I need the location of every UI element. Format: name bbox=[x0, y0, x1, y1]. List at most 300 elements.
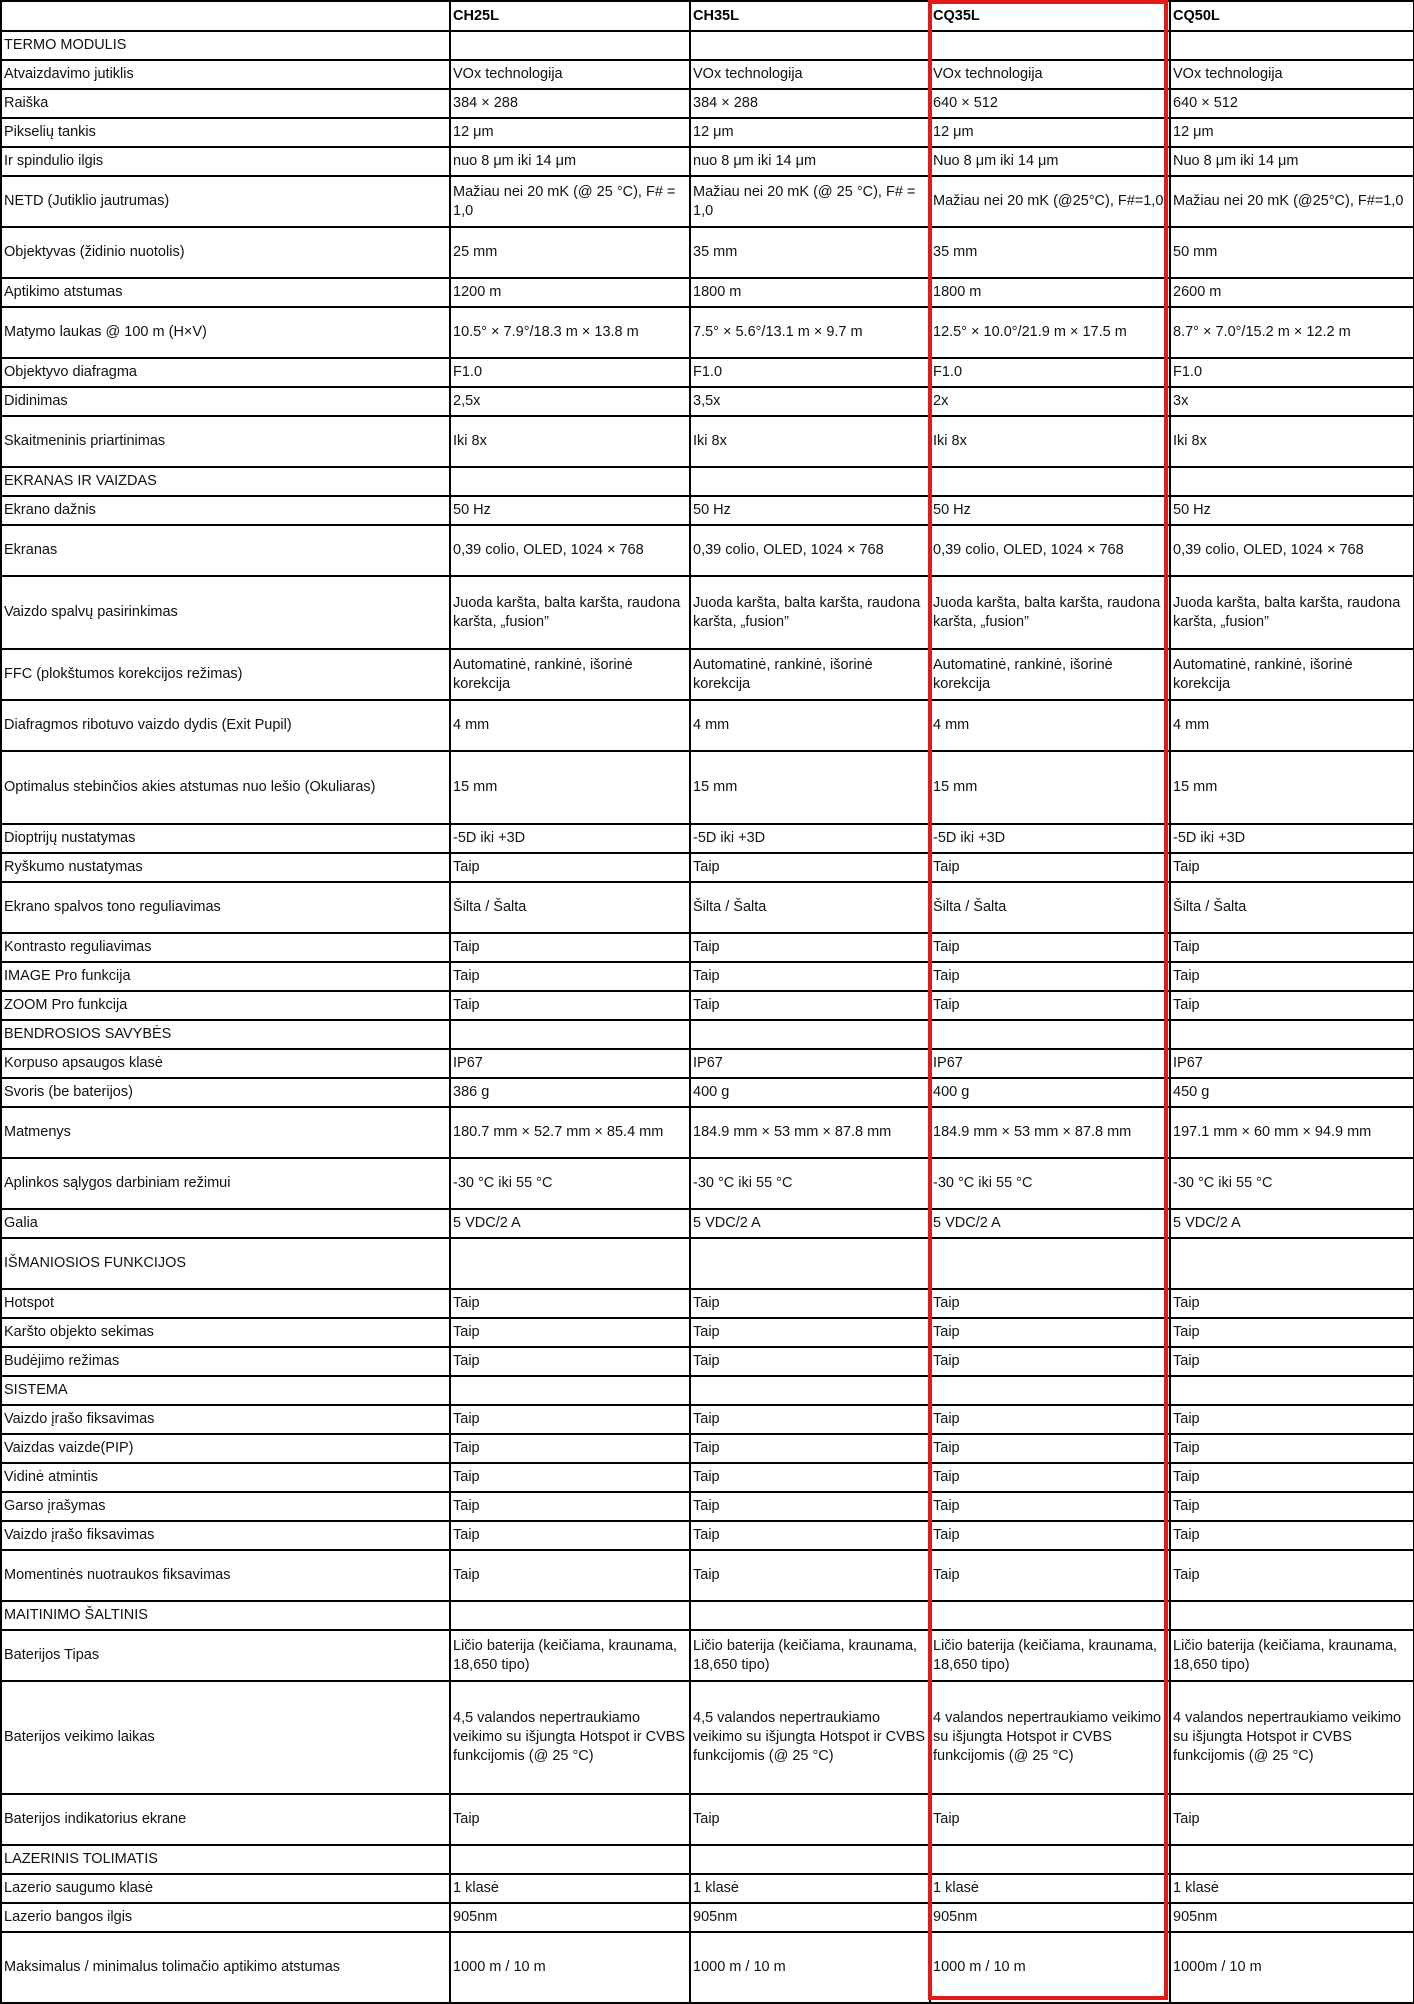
spec-value: 905nm bbox=[690, 1903, 930, 1932]
spec-value: 184.9 mm × 53 mm × 87.8 mm bbox=[930, 1107, 1170, 1158]
spec-value: Taip bbox=[690, 1318, 930, 1347]
spec-value bbox=[690, 1238, 930, 1289]
spec-value: Taip bbox=[930, 853, 1170, 882]
spec-value: Taip bbox=[930, 991, 1170, 1020]
spec-value: 400 g bbox=[690, 1078, 930, 1107]
spec-value: 4 mm bbox=[690, 700, 930, 751]
spec-value: 5 VDC/2 A bbox=[1170, 1209, 1414, 1238]
spec-label: Budėjimo režimas bbox=[1, 1347, 450, 1376]
table-row bbox=[1, 278, 1414, 307]
spec-value: 12 μm bbox=[450, 118, 690, 147]
spec-value: 4 valandos nepertraukiamo veikimo su išjungta Hotspot ir CVBS funkcijomis (@ 25 °C) bbox=[930, 1681, 1170, 1794]
spec-value: Taip bbox=[1170, 991, 1414, 1020]
spec-value: Taip bbox=[930, 1405, 1170, 1434]
spec-label: Hotspot bbox=[1, 1289, 450, 1318]
spec-value: 4 mm bbox=[930, 700, 1170, 751]
spec-value: Taip bbox=[450, 1492, 690, 1521]
spec-value: 35 mm bbox=[930, 227, 1170, 278]
spec-value: 1 klasė bbox=[450, 1874, 690, 1903]
spec-label: Lazerio saugumo klasė bbox=[1, 1874, 450, 1903]
table-row bbox=[1, 307, 1414, 358]
spec-value: 50 Hz bbox=[690, 496, 930, 525]
spec-value: Juoda karšta, balta karšta, raudona karšta, „fusion” bbox=[690, 576, 930, 649]
spec-value: -30 °C iki 55 °C bbox=[930, 1158, 1170, 1209]
spec-label: Vaizdo spalvų pasirinkimas bbox=[1, 576, 450, 649]
spec-value: Taip bbox=[450, 1405, 690, 1434]
spec-value: 25 mm bbox=[450, 227, 690, 278]
spec-value: 1800 m bbox=[690, 278, 930, 307]
spec-value bbox=[450, 31, 690, 60]
spec-value: nuo 8 μm iki 14 μm bbox=[690, 147, 930, 176]
spec-value: 905nm bbox=[930, 1903, 1170, 1932]
section-header-row bbox=[1, 1238, 1414, 1289]
table-row bbox=[1, 1550, 1414, 1601]
spec-value bbox=[1170, 1238, 1414, 1289]
spec-value: IP67 bbox=[930, 1049, 1170, 1078]
spec-label: Objektyvas (židinio nuotolis) bbox=[1, 227, 450, 278]
spec-value: Taip bbox=[690, 1521, 930, 1550]
spec-value: Iki 8x bbox=[930, 416, 1170, 467]
table-row bbox=[1, 89, 1414, 118]
table-row bbox=[1, 1794, 1414, 1845]
spec-label: Raiška bbox=[1, 89, 450, 118]
spec-value: 0,39 colio, OLED, 1024 × 768 bbox=[930, 525, 1170, 576]
spec-value: VOx technologija bbox=[690, 60, 930, 89]
spec-value: 1 klasė bbox=[1170, 1874, 1414, 1903]
spec-value: 8.7° × 7.0°/15.2 m × 12.2 m bbox=[1170, 307, 1414, 358]
spec-value: 0,39 colio, OLED, 1024 × 768 bbox=[1170, 525, 1414, 576]
spec-value bbox=[450, 1601, 690, 1630]
spec-label: ZOOM Pro funkcija bbox=[1, 991, 450, 1020]
table-row bbox=[1, 649, 1414, 700]
section-title: IŠMANIOSIOS FUNKCIJOS bbox=[1, 1238, 450, 1289]
spec-value: Taip bbox=[450, 1318, 690, 1347]
spec-value bbox=[690, 31, 930, 60]
spec-label: Atvaizdavimo jutiklis bbox=[1, 60, 450, 89]
table-row bbox=[1, 1107, 1414, 1158]
spec-value: Taip bbox=[930, 1550, 1170, 1601]
spec-label: Aplinkos sąlygos darbiniam režimui bbox=[1, 1158, 450, 1209]
spec-label: Garso įrašymas bbox=[1, 1492, 450, 1521]
spec-value: VOx technologija bbox=[930, 60, 1170, 89]
spec-value: 7.5° × 5.6°/13.1 m × 9.7 m bbox=[690, 307, 930, 358]
spec-value: 640 × 512 bbox=[1170, 89, 1414, 118]
table-row bbox=[1, 525, 1414, 576]
spec-value: VOx technologija bbox=[450, 60, 690, 89]
spec-value: Automatinė, rankinė, išorinė korekcija bbox=[690, 649, 930, 700]
spec-value: 50 Hz bbox=[930, 496, 1170, 525]
section-title: SISTEMA bbox=[1, 1376, 450, 1405]
spec-value: Automatinė, rankinė, išorinė korekcija bbox=[930, 649, 1170, 700]
section-title: BENDROSIOS SAVYBĖS bbox=[1, 1020, 450, 1049]
spec-value bbox=[450, 1376, 690, 1405]
spec-value: Taip bbox=[1170, 1347, 1414, 1376]
spec-label: Galia bbox=[1, 1209, 450, 1238]
spec-value: Taip bbox=[930, 1347, 1170, 1376]
header-row bbox=[1, 1, 1414, 31]
spec-value: Taip bbox=[1170, 1289, 1414, 1318]
table-row bbox=[1, 1405, 1414, 1434]
spec-label: Ekranas bbox=[1, 525, 450, 576]
spec-value bbox=[930, 467, 1170, 496]
spec-value: Taip bbox=[450, 1550, 690, 1601]
spec-value: 15 mm bbox=[450, 751, 690, 824]
spec-value: 1 klasė bbox=[690, 1874, 930, 1903]
spec-label: Ryškumo nustatymas bbox=[1, 853, 450, 882]
table-row bbox=[1, 824, 1414, 853]
spec-value: 3,5x bbox=[690, 387, 930, 416]
spec-value: 15 mm bbox=[690, 751, 930, 824]
table-row bbox=[1, 700, 1414, 751]
spec-value: Automatinė, rankinė, išorinė korekcija bbox=[450, 649, 690, 700]
spec-value bbox=[1170, 1845, 1414, 1874]
spec-value: 905nm bbox=[1170, 1903, 1414, 1932]
spec-label: NETD (Jutiklio jautrumas) bbox=[1, 176, 450, 227]
spec-value: Taip bbox=[1170, 1318, 1414, 1347]
section-header-row bbox=[1, 31, 1414, 60]
spec-value: 4 mm bbox=[450, 700, 690, 751]
spec-value: Juoda karšta, balta karšta, raudona karšta, „fusion” bbox=[1170, 576, 1414, 649]
spec-value: 180.7 mm × 52.7 mm × 85.4 mm bbox=[450, 1107, 690, 1158]
spec-value: Taip bbox=[930, 1521, 1170, 1550]
table-row bbox=[1, 933, 1414, 962]
table-row bbox=[1, 1289, 1414, 1318]
spec-value: 1 klasė bbox=[930, 1874, 1170, 1903]
spec-label: Baterijos Tipas bbox=[1, 1630, 450, 1681]
table-row bbox=[1, 1681, 1414, 1794]
spec-value: Taip bbox=[930, 962, 1170, 991]
spec-value: 35 mm bbox=[690, 227, 930, 278]
spec-value bbox=[450, 1238, 690, 1289]
spec-label: Kontrasto reguliavimas bbox=[1, 933, 450, 962]
section-title: TERMO MODULIS bbox=[1, 31, 450, 60]
spec-value: Mažiau nei 20 mK (@ 25 °C), F# = 1,0 bbox=[450, 176, 690, 227]
spec-value: 12 μm bbox=[1170, 118, 1414, 147]
spec-value: Šilta / Šalta bbox=[690, 882, 930, 933]
spec-value bbox=[450, 467, 690, 496]
spec-value: Iki 8x bbox=[1170, 416, 1414, 467]
spec-value: 1000 m / 10 m bbox=[930, 1932, 1170, 2003]
section-header-row bbox=[1, 1601, 1414, 1630]
spec-label: Objektyvo diafragma bbox=[1, 358, 450, 387]
spec-label: Vaizdas vaizde(PIP) bbox=[1, 1434, 450, 1463]
spec-value: 2600 m bbox=[1170, 278, 1414, 307]
spec-value: Iki 8x bbox=[690, 416, 930, 467]
spec-value bbox=[690, 467, 930, 496]
spec-value bbox=[1170, 1020, 1414, 1049]
spec-label: Ekrano spalvos tono reguliavimas bbox=[1, 882, 450, 933]
spec-value: 640 × 512 bbox=[930, 89, 1170, 118]
spec-value: -30 °C iki 55 °C bbox=[450, 1158, 690, 1209]
spec-value: 4 valandos nepertraukiamo veikimo su išjungta Hotspot ir CVBS funkcijomis (@ 25 °C) bbox=[1170, 1681, 1414, 1794]
spec-value: Automatinė, rankinė, išorinė korekcija bbox=[1170, 649, 1414, 700]
spec-value: Iki 8x bbox=[450, 416, 690, 467]
table-row bbox=[1, 387, 1414, 416]
spec-value bbox=[1170, 1601, 1414, 1630]
spec-value: 0,39 colio, OLED, 1024 × 768 bbox=[690, 525, 930, 576]
table-row bbox=[1, 1434, 1414, 1463]
spec-label: Maksimalus / minimalus tolimačio aptikimo atstumas bbox=[1, 1932, 450, 2003]
spec-label: Svoris (be baterijos) bbox=[1, 1078, 450, 1107]
spec-value: F1.0 bbox=[930, 358, 1170, 387]
table-row bbox=[1, 358, 1414, 387]
spec-value: Juoda karšta, balta karšta, raudona karšta, „fusion” bbox=[930, 576, 1170, 649]
table-row bbox=[1, 991, 1414, 1020]
spec-value bbox=[930, 1020, 1170, 1049]
spec-value: 12 μm bbox=[930, 118, 1170, 147]
spec-value: Taip bbox=[450, 1794, 690, 1845]
spec-value: 2,5x bbox=[450, 387, 690, 416]
spec-value: F1.0 bbox=[450, 358, 690, 387]
spec-value: 1000 m / 10 m bbox=[690, 1932, 930, 2003]
section-header-row bbox=[1, 1376, 1414, 1405]
spec-value: Taip bbox=[930, 1463, 1170, 1492]
spec-value: Taip bbox=[450, 991, 690, 1020]
table-row bbox=[1, 147, 1414, 176]
spec-value: 1800 m bbox=[930, 278, 1170, 307]
spec-value: Taip bbox=[930, 1794, 1170, 1845]
spec-value: Taip bbox=[450, 933, 690, 962]
spec-value: 4,5 valandos nepertraukiamo veikimo su išjungta Hotspot ir CVBS funkcijomis (@ 25 °C) bbox=[450, 1681, 690, 1794]
spec-value: Taip bbox=[1170, 1463, 1414, 1492]
spec-value: Taip bbox=[690, 1463, 930, 1492]
spec-value: Taip bbox=[450, 962, 690, 991]
header-cell-cq35l: CQ35L bbox=[930, 1, 1170, 31]
spec-value: 4,5 valandos nepertraukiamo veikimo su išjungta Hotspot ir CVBS funkcijomis (@ 25 °C) bbox=[690, 1681, 930, 1794]
spec-value: Šilta / Šalta bbox=[1170, 882, 1414, 933]
spec-value: 2x bbox=[930, 387, 1170, 416]
spec-value: Taip bbox=[450, 853, 690, 882]
spec-value: Taip bbox=[450, 1434, 690, 1463]
spec-value bbox=[690, 1845, 930, 1874]
spec-value: Taip bbox=[690, 1550, 930, 1601]
spec-value: -30 °C iki 55 °C bbox=[1170, 1158, 1414, 1209]
spec-value: Juoda karšta, balta karšta, raudona karšta, „fusion” bbox=[450, 576, 690, 649]
spec-label: Didinimas bbox=[1, 387, 450, 416]
spec-value: IP67 bbox=[690, 1049, 930, 1078]
spec-value: Nuo 8 μm iki 14 μm bbox=[1170, 147, 1414, 176]
spec-value: Taip bbox=[1170, 853, 1414, 882]
spec-value: Taip bbox=[690, 1794, 930, 1845]
table-row bbox=[1, 751, 1414, 824]
spec-value: 1200 m bbox=[450, 278, 690, 307]
spec-value: -5D iki +3D bbox=[930, 824, 1170, 853]
spec-value: IP67 bbox=[1170, 1049, 1414, 1078]
table-row bbox=[1, 1078, 1414, 1107]
spec-label: Vaizdo įrašo fiksavimas bbox=[1, 1405, 450, 1434]
table-row bbox=[1, 1932, 1414, 2003]
spec-value: VOx technologija bbox=[1170, 60, 1414, 89]
spec-value: Mažiau nei 20 mK (@ 25 °C), F# = 1,0 bbox=[690, 176, 930, 227]
spec-label: Momentinės nuotraukos fiksavimas bbox=[1, 1550, 450, 1601]
spec-label: IMAGE Pro funkcija bbox=[1, 962, 450, 991]
table-row bbox=[1, 1158, 1414, 1209]
spec-value: Taip bbox=[450, 1463, 690, 1492]
table-row bbox=[1, 576, 1414, 649]
spec-value: 450 g bbox=[1170, 1078, 1414, 1107]
spec-value: 386 g bbox=[450, 1078, 690, 1107]
section-header-row bbox=[1, 1845, 1414, 1874]
spec-value: 4 mm bbox=[1170, 700, 1414, 751]
spec-table-body bbox=[1, 31, 1414, 2003]
spec-value: Taip bbox=[690, 1405, 930, 1434]
spec-value: Taip bbox=[930, 933, 1170, 962]
spec-value: Taip bbox=[690, 1434, 930, 1463]
section-title: EKRANAS IR VAIZDAS bbox=[1, 467, 450, 496]
spec-table-header bbox=[1, 1, 1414, 31]
spec-value bbox=[450, 1845, 690, 1874]
spec-value: Ličio baterija (keičiama, kraunama, 18,650 tipo) bbox=[450, 1630, 690, 1681]
spec-value: -5D iki +3D bbox=[690, 824, 930, 853]
spec-value: 1000 m / 10 m bbox=[450, 1932, 690, 2003]
spec-value: Šilta / Šalta bbox=[450, 882, 690, 933]
spec-label: Pikselių tankis bbox=[1, 118, 450, 147]
spec-label: Ir spindulio ilgis bbox=[1, 147, 450, 176]
table-row bbox=[1, 882, 1414, 933]
spec-value: 905nm bbox=[450, 1903, 690, 1932]
spec-value: 384 × 288 bbox=[450, 89, 690, 118]
spec-value: Šilta / Šalta bbox=[930, 882, 1170, 933]
spec-label: Baterijos indikatorius ekrane bbox=[1, 1794, 450, 1845]
header-cell-ch35l: CH35L bbox=[690, 1, 930, 31]
section-header-row bbox=[1, 467, 1414, 496]
spec-value: Taip bbox=[450, 1347, 690, 1376]
spec-value: Taip bbox=[450, 1289, 690, 1318]
spec-value bbox=[1170, 1376, 1414, 1405]
table-row bbox=[1, 1318, 1414, 1347]
spec-value: -5D iki +3D bbox=[1170, 824, 1414, 853]
spec-value: Taip bbox=[690, 991, 930, 1020]
spec-value: Taip bbox=[930, 1434, 1170, 1463]
spec-value bbox=[690, 1601, 930, 1630]
spec-value: F1.0 bbox=[690, 358, 930, 387]
header-cell-label bbox=[1, 1, 450, 31]
spec-value: 15 mm bbox=[930, 751, 1170, 824]
spec-value: 1000m / 10 m bbox=[1170, 1932, 1414, 2003]
spec-value: Taip bbox=[1170, 1550, 1414, 1601]
table-row bbox=[1, 1049, 1414, 1078]
table-row bbox=[1, 1492, 1414, 1521]
spec-value bbox=[690, 1376, 930, 1405]
spec-value: Ličio baterija (keičiama, kraunama, 18,650 tipo) bbox=[1170, 1630, 1414, 1681]
table-row bbox=[1, 416, 1414, 467]
spec-label: Vidinė atmintis bbox=[1, 1463, 450, 1492]
spec-value: 400 g bbox=[930, 1078, 1170, 1107]
spec-value: Taip bbox=[1170, 1521, 1414, 1550]
spec-value bbox=[930, 1376, 1170, 1405]
spec-value: Taip bbox=[690, 1289, 930, 1318]
spec-label: Ekrano dažnis bbox=[1, 496, 450, 525]
table-row bbox=[1, 1874, 1414, 1903]
spec-value bbox=[930, 31, 1170, 60]
table-row bbox=[1, 227, 1414, 278]
spec-value: 3x bbox=[1170, 387, 1414, 416]
header-cell-cq50l: CQ50L bbox=[1170, 1, 1414, 31]
spec-value bbox=[1170, 31, 1414, 60]
table-row bbox=[1, 496, 1414, 525]
spec-label: Vaizdo įrašo fiksavimas bbox=[1, 1521, 450, 1550]
spec-value bbox=[690, 1020, 930, 1049]
table-row bbox=[1, 118, 1414, 147]
spec-value: IP67 bbox=[450, 1049, 690, 1078]
spec-label: Dioptrijų nustatymas bbox=[1, 824, 450, 853]
spec-value: 384 × 288 bbox=[690, 89, 930, 118]
table-row bbox=[1, 60, 1414, 89]
spec-value: nuo 8 μm iki 14 μm bbox=[450, 147, 690, 176]
spec-value bbox=[930, 1238, 1170, 1289]
spec-label: Matmenys bbox=[1, 1107, 450, 1158]
table-row bbox=[1, 853, 1414, 882]
spec-value bbox=[450, 1020, 690, 1049]
spec-value: -5D iki +3D bbox=[450, 824, 690, 853]
table-row bbox=[1, 1630, 1414, 1681]
spec-value bbox=[1170, 467, 1414, 496]
table-row bbox=[1, 1347, 1414, 1376]
spec-value: 197.1 mm × 60 mm × 94.9 mm bbox=[1170, 1107, 1414, 1158]
spec-value: Taip bbox=[930, 1289, 1170, 1318]
spec-value bbox=[930, 1601, 1170, 1630]
table-row bbox=[1, 176, 1414, 227]
spec-value: 0,39 colio, OLED, 1024 × 768 bbox=[450, 525, 690, 576]
table-row bbox=[1, 1521, 1414, 1550]
spec-value: Taip bbox=[690, 1492, 930, 1521]
table-row bbox=[1, 962, 1414, 991]
spec-value: Taip bbox=[450, 1521, 690, 1550]
spec-value: 50 mm bbox=[1170, 227, 1414, 278]
spec-value: 50 Hz bbox=[450, 496, 690, 525]
spec-value: Ličio baterija (keičiama, kraunama, 18,650 tipo) bbox=[690, 1630, 930, 1681]
spec-value: Taip bbox=[690, 1347, 930, 1376]
spec-value: 50 Hz bbox=[1170, 496, 1414, 525]
spec-label: Korpuso apsaugos klasė bbox=[1, 1049, 450, 1078]
spec-label: FFC (plokštumos korekcijos režimas) bbox=[1, 649, 450, 700]
spec-value: Taip bbox=[1170, 1405, 1414, 1434]
spec-value: 12 μm bbox=[690, 118, 930, 147]
section-title: LAZERINIS TOLIMATIS bbox=[1, 1845, 450, 1874]
spec-value: Nuo 8 μm iki 14 μm bbox=[930, 147, 1170, 176]
spec-label: Skaitmeninis priartinimas bbox=[1, 416, 450, 467]
spec-value: 15 mm bbox=[1170, 751, 1414, 824]
spec-label: Matymo laukas @ 100 m (H×V) bbox=[1, 307, 450, 358]
spec-label: Karšto objekto sekimas bbox=[1, 1318, 450, 1347]
spec-value: Taip bbox=[1170, 1434, 1414, 1463]
spec-value: F1.0 bbox=[1170, 358, 1414, 387]
spec-value: 5 VDC/2 A bbox=[450, 1209, 690, 1238]
spec-value: Mažiau nei 20 mK (@25°C), F#=1,0 bbox=[930, 176, 1170, 227]
spec-label: Diafragmos ribotuvo vaizdo dydis (Exit Pupil) bbox=[1, 700, 450, 751]
spec-value bbox=[930, 1845, 1170, 1874]
spec-value: 12.5° × 10.0°/21.9 m × 17.5 m bbox=[930, 307, 1170, 358]
header-cell-ch25l: CH25L bbox=[450, 1, 690, 31]
table-row bbox=[1, 1903, 1414, 1932]
spec-value: Taip bbox=[690, 933, 930, 962]
spec-value: -30 °C iki 55 °C bbox=[690, 1158, 930, 1209]
spec-value: 10.5° × 7.9°/18.3 m × 13.8 m bbox=[450, 307, 690, 358]
spec-value: Taip bbox=[690, 962, 930, 991]
spec-value: Taip bbox=[1170, 1492, 1414, 1521]
table-row bbox=[1, 1209, 1414, 1238]
spec-label: Optimalus stebinčios akies atstumas nuo lešio (Okuliaras) bbox=[1, 751, 450, 824]
spec-label: Baterijos veikimo laikas bbox=[1, 1681, 450, 1794]
spec-value: Taip bbox=[930, 1492, 1170, 1521]
spec-value: Mažiau nei 20 mK (@25°C), F#=1,0 bbox=[1170, 176, 1414, 227]
spec-value: Taip bbox=[1170, 1794, 1414, 1845]
spec-value: Taip bbox=[1170, 962, 1414, 991]
spec-value: Taip bbox=[930, 1318, 1170, 1347]
spec-value: 5 VDC/2 A bbox=[690, 1209, 930, 1238]
spec-value: Taip bbox=[1170, 933, 1414, 962]
spec-label: Lazerio bangos ilgis bbox=[1, 1903, 450, 1932]
